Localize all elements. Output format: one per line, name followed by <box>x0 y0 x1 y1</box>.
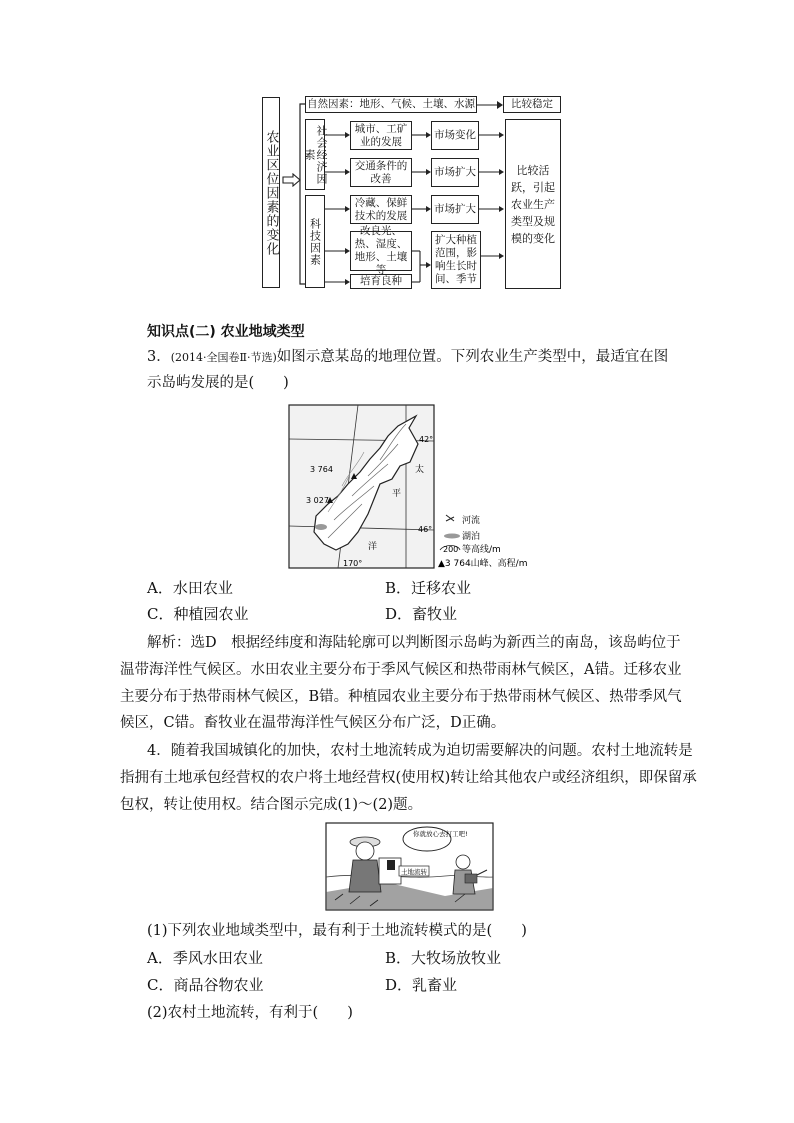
legend-peak: ▲3 764山峰、高程/m <box>438 559 528 569</box>
q4-sub1-option-b: B．大牧场放牧业 <box>385 949 502 967</box>
tech-factor-box: 科技因素 <box>305 195 325 288</box>
longitude-label: 170° <box>343 559 363 568</box>
lake-mark <box>315 524 327 530</box>
seed-box: 培育良种 <box>350 274 412 289</box>
q3-option-a: A．水田农业 <box>147 579 233 597</box>
expand-planting-box: 扩大种植范围，影响生长时间、季节 <box>431 231 481 289</box>
lake-legend-icon <box>444 534 460 539</box>
cartoon-bubble-text: 你就放心去打工吧! <box>413 830 468 838</box>
q3-analysis-line1: 解析：选D 根据经纬度和海陆轮廓可以判断图示岛屿为新西兰的南岛，该岛屿位于 <box>147 635 681 651</box>
q4-stem-line1: 4．随着我国城镇化的加快，农村土地流转成为迫切需要解决的问题。农村土地流转是 <box>147 743 693 759</box>
q3-analysis-line2: 温带海洋性气候区。水田农业主要分布于季风气候区和热带雨林气候区，A错。迁移农业 <box>120 662 682 678</box>
market-expand-box-1: 市场扩大 <box>431 158 479 187</box>
q4-sub2: (2)农村土地流转，有利于( ) <box>147 1005 353 1021</box>
q4-sub1-option-d: D．乳畜业 <box>385 976 458 994</box>
arrow-icon <box>481 250 505 262</box>
latitude-label-top: 42° <box>419 435 434 444</box>
q3-stem-line1 <box>147 346 668 369</box>
q4-sub1: (1)下列农业地域类型中，最有利于土地流转模式的是( ) <box>147 923 527 939</box>
traffic-box: 交通条件的改善 <box>350 158 412 187</box>
connector-lines <box>325 115 435 295</box>
ocean-label-2: 平 <box>392 489 402 499</box>
peak-label-1: 3 764 <box>310 465 333 474</box>
stable-box: 比较稳定 <box>503 96 561 113</box>
city-box: 城市、工矿业的发展 <box>350 121 412 150</box>
cartoon-sign-text: 土地流转 <box>401 868 427 876</box>
main-label-box: 农业区位因素的变化 <box>262 97 280 288</box>
q4-sub1-option-c: C．商品谷物农业 <box>147 976 264 994</box>
section-title: 知识点(二) 农业地域类型 <box>147 324 305 340</box>
arrow-icon <box>477 99 503 111</box>
worker-head-icon <box>456 855 470 869</box>
legend-lake: 湖泊 <box>462 532 481 542</box>
q3-stem-text: 如图示意某岛的地理位置。下列农业生产类型中，最适宜在图 <box>276 349 669 365</box>
natural-factor-box: 自然因素：地形、气候、土壤、水源 <box>305 96 477 113</box>
peak-label-2: 3 027 <box>306 496 329 505</box>
active-result-box: 比较活跃，引起农业生产类型及规模的变化 <box>505 119 561 289</box>
island-map <box>288 404 560 572</box>
q3-number: 3． <box>147 349 171 365</box>
luggage-icon <box>465 874 477 883</box>
legend-river: 河流 <box>462 516 481 526</box>
ocean-label-3: 洋 <box>368 542 378 552</box>
q4-sub1-option-a: A．季风水田农业 <box>147 949 263 967</box>
q3-option-d: D．畜牧业 <box>385 605 458 623</box>
land-transfer-cartoon <box>325 822 495 912</box>
legend-contour-value: 200 <box>443 545 459 554</box>
farmer-body-icon <box>349 860 381 892</box>
q4-stem-line2: 指拥有土地承包经营权的农户将土地经营权(使用权)转让给其他农户或经济组织，即保留承 <box>120 770 697 786</box>
legend-contour: 等高线/m <box>462 545 501 555</box>
to-active-arrows <box>479 125 505 225</box>
q3-option-b: B．迁移农业 <box>385 579 472 597</box>
farmer-head-icon <box>356 842 374 860</box>
market-change-box: 市场变化 <box>431 121 479 150</box>
market-expand-box-2: 市场扩大 <box>431 195 479 224</box>
river-legend-icon <box>446 515 454 521</box>
ocean-label-1: 太 <box>415 465 425 475</box>
q3-analysis-line3: 主要分布于热带雨林气候区，B错。种植园农业主要分布于热带雨林气候区、热带季风气 <box>120 689 682 705</box>
social-factor-box: 社会经济因素 <box>305 119 325 190</box>
cold-storage-box: 冷藏、保鲜技术的发展 <box>350 195 412 224</box>
q3-analysis-line4: 候区，C错。畜牧业在温带海洋性气候区分布广泛，D正确。 <box>120 715 506 731</box>
q3-stem-line2: 示岛屿发展的是( ) <box>147 375 289 391</box>
improve-box: 改良光、热、湿度、地形、土壤等 <box>350 231 412 271</box>
q3-option-c: C．种植园农业 <box>147 605 249 623</box>
q3-source: (2014·全国卷Ⅱ·节选) <box>170 351 277 364</box>
latitude-label-bottom: 46° <box>418 525 433 534</box>
q4-stem-line3: 包权，转让使用权。结合图示完成(1)～(2)题。 <box>120 797 423 813</box>
